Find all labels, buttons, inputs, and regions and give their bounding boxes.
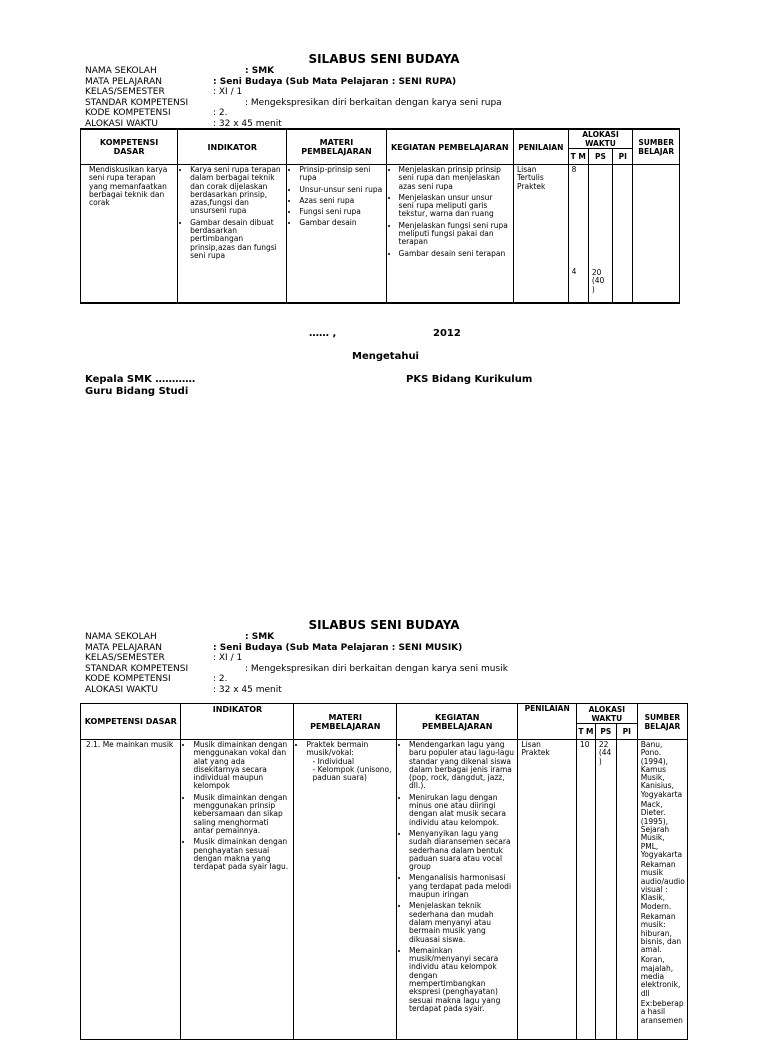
- info-value: : Mengekspresikan diri berkaitan dengan karya seni musik: [245, 663, 508, 674]
- header-kegiatan: KEGIATAN PEMBELAJARAN: [386, 129, 513, 165]
- cell-tm: 10: [577, 740, 596, 1040]
- list-item: • Mendengarkan lagu yang baru populer atau lagu-lagu standar yang dikenal siswa dalam berbagai jenis irama (pop, rock, dangdut, jazz, dll.).: [409, 741, 514, 791]
- header-sumber: SUMBER BELAJAR: [633, 129, 680, 165]
- list-item: [306, 741, 393, 782]
- cell-pi: [616, 740, 637, 1040]
- list-item: • Menganalisis harmonisasi yang terdapat pada melodi maupun iringan: [409, 874, 514, 899]
- cell-ps: 22 (44 ): [595, 740, 616, 1040]
- penilaian-item: Lisan: [521, 740, 541, 749]
- ps-value: 20 (40 ): [591, 268, 605, 294]
- place-date: …… ,: [309, 328, 337, 339]
- cell-kompetensi: Mendiskusikan karya seni rupa terapan yang memanfaatkan berbagai teknik dan corak: [81, 165, 178, 303]
- sumber-item: Rekaman musik audio/audio visual : Klasik, Modern.: [640, 860, 685, 911]
- info-label: ALOKASI WAKTU: [85, 684, 158, 695]
- list-item: • Menirukan lagu dengan minus one atau diiringi dengan alat musik secara individu atau kelompok.: [409, 794, 514, 827]
- info-label: MATA PELAJARAN: [85, 642, 162, 653]
- header-kompetensi: KOMPETENSI DASAR: [81, 129, 178, 165]
- syllabus2-table: [80, 703, 688, 1040]
- cell-sumber: [633, 165, 680, 303]
- list-item: • Musik dimainkan dengan penghayatan sesuai dengan makna yang terdapat pada syair lagu.: [193, 838, 290, 871]
- list-item: • Musik dimainkan dengan menggunakan vokal dan alat yang ada disekitarnya secara individual maupun kelompok: [193, 741, 290, 791]
- cell-kegiatan: [386, 165, 513, 303]
- year: 2012: [433, 328, 461, 339]
- list-item: • Menjelaskan teknik sederhana dan mudah dalam menyanyi atau bermain musik yang dikuasai siswa.: [409, 902, 514, 943]
- info-label: KODE KOMPETENSI: [85, 674, 171, 684]
- info-value: : Mengekspresikan diri berkaitan dengan karya seni rupa: [245, 97, 502, 108]
- header-penilaian: PENILAIAN: [514, 129, 569, 165]
- kepala-smk-label: Kepala SMK …………: [85, 374, 196, 385]
- list-item: • Gambar desain dibuat berdasarkan pertimbangan prinsip,azas dan fungsi seni rupa: [190, 219, 283, 260]
- header-pi: PI: [613, 149, 633, 165]
- penilaian-item: Praktek: [521, 748, 550, 758]
- info-value: : XI / 1: [213, 87, 243, 97]
- materi-main: Praktek bermain musik/vokal:: [306, 740, 369, 758]
- header-materi: MATERI PEMBELAJARAN: [287, 129, 386, 165]
- cell-kompetensi: 2.1. Me mainkan musik: [81, 740, 181, 1040]
- info-label: NAMA SEKOLAH: [85, 632, 157, 642]
- header-ps: PS: [588, 149, 612, 165]
- list-item: • Gambar desain seni terapan: [399, 250, 510, 258]
- header-kompetensi: KOMPETENSI DASAR: [81, 704, 181, 740]
- cell-pi: [613, 165, 633, 303]
- list-item: - Kelompok (unisono, paduan suara): [312, 766, 393, 783]
- header-kegiatan: KEGIATAN PEMBELAJARAN: [397, 704, 518, 740]
- list-item: • Menjelaskan prinsip prinsip seni rupa dan menjelaskan azas seni rupa: [399, 166, 510, 191]
- penilaian-item: Lisan: [517, 165, 537, 174]
- cell-indikator: [181, 740, 294, 1040]
- info-label: MATA PELAJARAN: [85, 76, 162, 87]
- info-value: : SMK: [245, 632, 275, 642]
- cell-penilaian: [514, 165, 569, 303]
- cell-tm: [568, 165, 588, 303]
- cell-ps: [588, 165, 612, 303]
- list-item: • Prinsip-prinsip seni rupa: [299, 166, 382, 183]
- sumber-item: Banu, Pono. (1994), Kamus Musik, Kanisius, Yogyakarta: [640, 740, 683, 799]
- info-value: : XI / 1: [213, 653, 243, 663]
- header-alokasi: ALOKASI WAKTU: [577, 704, 638, 724]
- info-value: : 2.: [213, 674, 228, 684]
- cell-materi: [287, 165, 386, 303]
- pks-label: PKS Bidang Kurikulum: [406, 374, 533, 385]
- header-pi: PI: [616, 724, 637, 740]
- list-item: • Menjelaskan unsur unsur seni rupa meliputi garis tekstur, warna dan ruang: [399, 194, 510, 219]
- header-materi: MATERI PEMBELAJARAN: [294, 704, 397, 740]
- header-ps: PS: [595, 724, 616, 740]
- info-label: KELAS/SEMESTER: [85, 87, 165, 97]
- cell-materi: [294, 740, 397, 1040]
- info-label: STANDAR KOMPETENSI: [85, 97, 189, 108]
- tm-value: 4: [571, 267, 577, 277]
- list-item: • Gambar desain: [299, 219, 382, 227]
- info-value: : 32 x 45 menit: [213, 118, 282, 129]
- list-item: • Unsur-unsur seni rupa: [299, 186, 382, 194]
- header-penilaian: PENILAIAN: [518, 704, 577, 740]
- info-value: : Seni Budaya (Sub Mata Pelajaran : SENI RUPA): [213, 76, 457, 87]
- info-label: ALOKASI WAKTU: [85, 118, 158, 129]
- tm-value: 8: [571, 165, 577, 174]
- list-item: • Fungsi seni rupa: [299, 208, 382, 216]
- info-value: : 32 x 45 menit: [213, 684, 282, 695]
- sumber-item: Rekaman musik: hiburan, bisnis, dan amal.: [640, 911, 682, 955]
- info-label: KODE KOMPETENSI: [85, 108, 171, 118]
- header-sumber: SUMBER BELAJAR: [637, 704, 687, 740]
- list-item: • Menyanyikan lagu yang sudah diaransemen secara sederhana dalam bentuk paduan suara atau vocal group: [409, 830, 514, 871]
- header-indikator: INDIKATOR: [178, 129, 287, 165]
- info-label: KELAS/SEMESTER: [85, 653, 165, 663]
- header-alokasi: ALOKASI WAKTU: [568, 129, 633, 149]
- header-tm: T M: [577, 724, 596, 740]
- cell-penilaian: [518, 740, 577, 1040]
- header-tm: T M: [568, 149, 588, 165]
- syllabus2-title: SILABUS SENI BUDAYA: [308, 618, 460, 632]
- cell-indikator: [178, 165, 287, 303]
- cell-kegiatan: [397, 740, 518, 1040]
- cell-sumber: [637, 740, 687, 1040]
- sumber-item: Ex:beberap a hasil aransemen: [640, 998, 684, 1025]
- list-item: • Memainkan musik/menyanyi secara individu atau kelompok dengan mempertimbangkan ekspresi (penghayatan) sesuai makna lagu yang terdapat pada syair.: [409, 947, 514, 1013]
- header-indikator: INDIKATOR: [181, 704, 294, 740]
- info-value: : SMK: [245, 66, 275, 76]
- penilaian-item: Praktek: [517, 181, 546, 191]
- info-value: : Seni Budaya (Sub Mata Pelajaran : SENI MUSIK): [213, 642, 463, 653]
- list-item: • Musik dimainkan dengan menggunakan prinsip kebersamaan dan sikap saling menghormati antar pemainnya.: [193, 794, 290, 835]
- sumber-item: Koran, majalah, media elektronik, dll: [640, 955, 681, 998]
- syllabus1-table: [80, 128, 680, 304]
- list-item: - Individual: [312, 758, 393, 766]
- guru-label: Guru Bidang Studi: [85, 386, 189, 397]
- info-label: STANDAR KOMPETENSI: [85, 663, 189, 674]
- list-item: • Karya seni rupa terapan dalam berbagai teknik dan corak dijelaskan berdasarkan prinsip, azas,fungsi dan unsurseni rupa: [190, 166, 283, 216]
- list-item: • Menjelaskan fungsi seni rupa meliputi fungsi pakai dan terapan: [399, 222, 510, 247]
- list-item: • Azas seni rupa: [299, 197, 382, 205]
- syllabus1-title: SILABUS SENI BUDAYA: [308, 52, 460, 66]
- mengetahui-label: Mengetahui: [352, 351, 419, 362]
- info-value: : 2.: [213, 108, 228, 118]
- sumber-item: Mack, Dieter. (1995), Sejarah Musik, PML, Yogyakarta: [640, 800, 683, 859]
- penilaian-item: Tertulis: [517, 173, 544, 183]
- info-label: NAMA SEKOLAH: [85, 66, 157, 76]
